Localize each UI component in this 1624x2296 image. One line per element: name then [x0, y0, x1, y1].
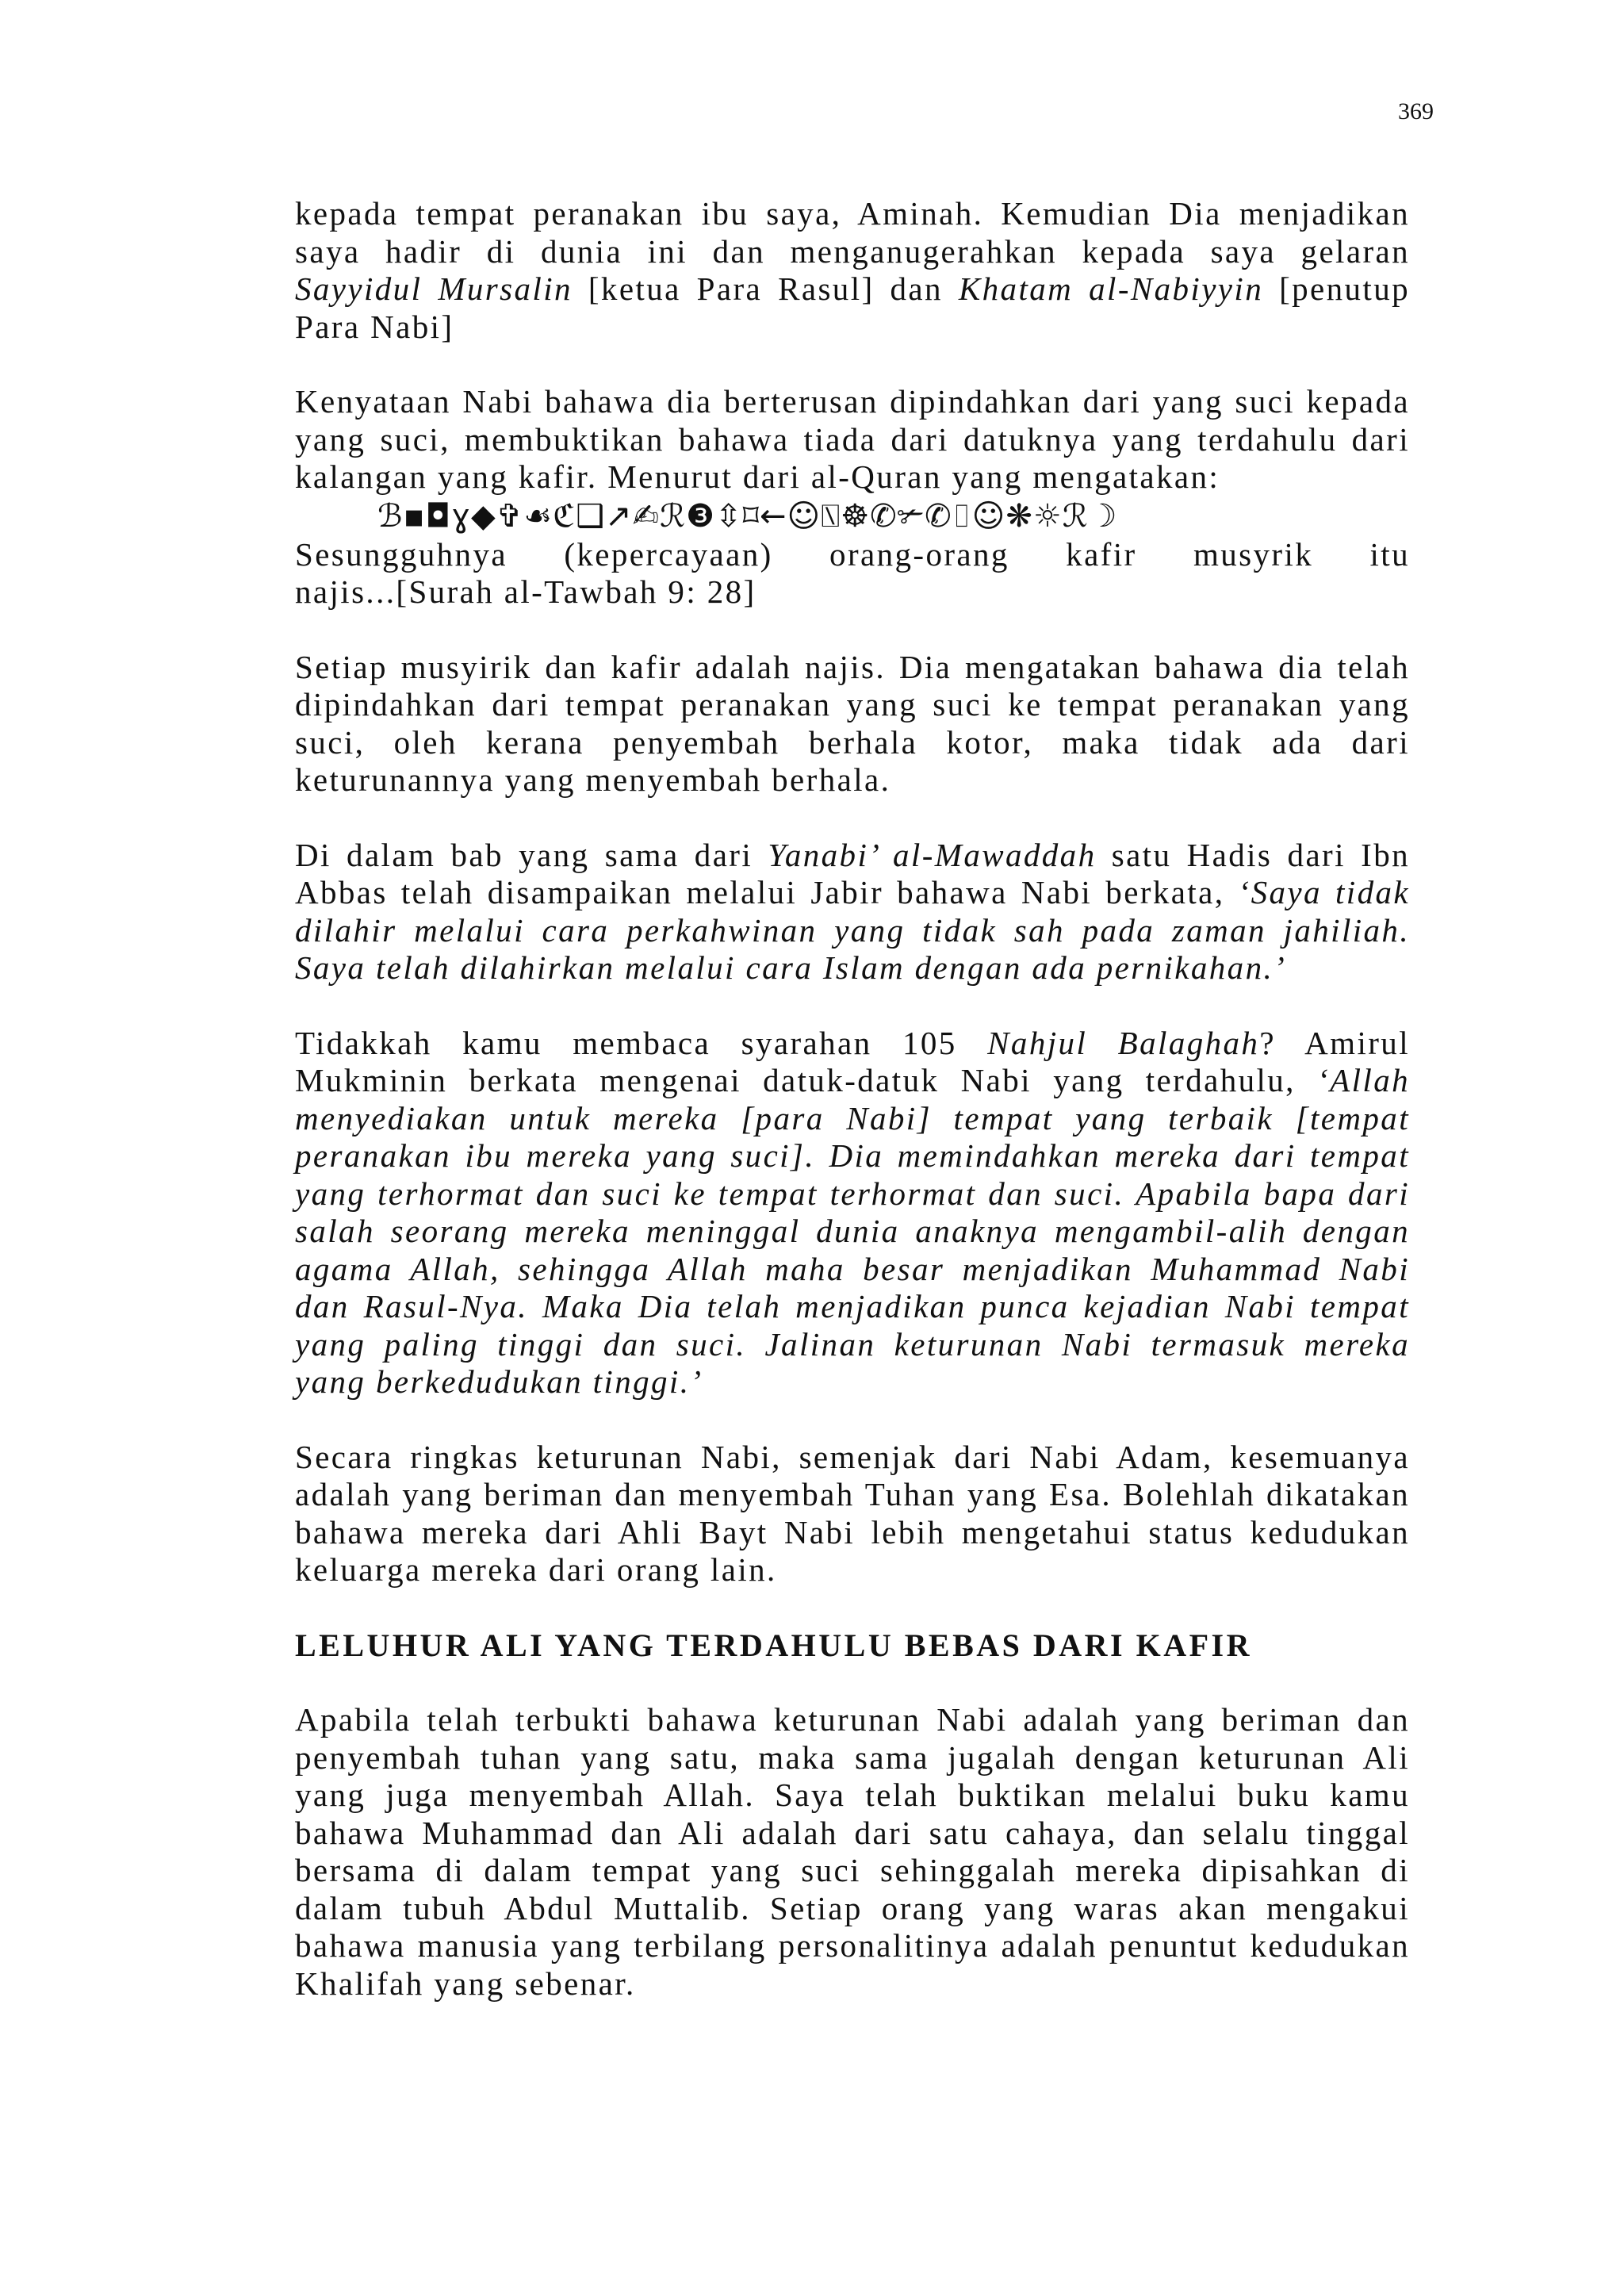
paragraph-1-text-a: kepada tempat peranakan ibu saya, Aminah. Kemudian Dia menjadikan saya hadir di dunia ini dan menganugerahkan kepada saya gelaran: [295, 195, 1410, 270]
quran-verse-translation: Sesungguhnya (kepercayaan) orang-orang kafir musyrik itu: [295, 535, 1410, 573]
paragraph-4-book-title: Yanabi’ al-Mawaddah: [768, 836, 1097, 873]
paragraph-5-book-title: Nahjul Balaghah: [987, 1024, 1260, 1061]
paragraph-4-hadith-quote: ‘Saya tidak dilahir melalui cara perkahwinan yang tidak sah pada zaman jahiliah. Saya telah dilahirkan melalui cara Islam dengan ada pernikahan.’: [295, 874, 1410, 986]
page-body: [295, 195, 1410, 2040]
paragraph-6: Secara ringkas keturunan Nabi, semenjak dari Nabi Adam, kesemuanya adalah yang beriman dan menyembah Tuhan yang Esa. Bolehlah dikatakan bahawa mereka dari Ahli Bayt Nabi lebih mengetahui status kedudukan keluarga mereka dari orang lain.: [295, 1438, 1410, 1588]
paragraph-1-italic-title-b: Khatam al-Nabiyyin: [958, 270, 1264, 307]
paragraph-1-text-c: [penutup Para Nabi]: [295, 270, 1411, 345]
paragraph-5-text-a: Tidakkah kamu membaca syarahan 105: [295, 1024, 988, 1061]
quran-verse-citation: najis...[Surah al-Tawbah 9: 28]: [295, 573, 756, 610]
section-heading: LELUHUR ALI YANG TERDAHULU BEBAS DARI KAFIR: [295, 1627, 1253, 1663]
paragraph-5: [295, 1025, 1410, 1401]
paragraph-3: Setiap musyirik dan kafir adalah najis. Dia mengatakan bahawa dia telah dipindahkan dari tempat peranakan yang suci ke tempat peranakan yang suci, oleh kerana penyembah berhala kotor, maka tidak ada dari keturunannya yang menyembah berhala.: [295, 648, 1410, 798]
paragraph-4: [295, 837, 1410, 987]
paragraph-2: [295, 383, 1410, 611]
quran-verse-glyphs: ℬ▪◘ɣ◆✞☙ℭ❑↗✍ℛ❸⇳⌑←☺⍂☸✆✃✆⌷☺❋☼ℛ☽: [377, 497, 1118, 535]
paragraph-5-quote: ‘Allah menyediakan untuk mereka [para Nabi] tempat yang terbaik [tempat peranakan ibu mereka yang suci]. Dia memindahkan mereka dari tempat yang terhormat dan suci ke tempat terhormat dan suci. Apabila bapa dari salah seorang mereka meninggal dunia anaknya mengambil-alih dengan agama Allah, sehingga Allah maha besar menjadikan Muhammad Nabi dan Rasul-Nya. Maka Dia telah menjadikan punca kejadian Nabi tempat yang paling tinggi dan suci. Jalinan keturunan Nabi termasuk mereka yang berkedudukan tinggi.’: [295, 1062, 1410, 1400]
paragraph-4-text-a: Di dalam bab yang sama dari: [295, 836, 768, 873]
paragraph-1: [295, 195, 1410, 346]
paragraph-5-text-b: ? Amirul Mukminin berkata mengenai datuk-datuk Nabi yang terdahulu,: [295, 1024, 1410, 1098]
page-number: 369: [1398, 98, 1434, 125]
paragraph-1-italic-title-a: Sayyidul Mursalin: [295, 270, 573, 307]
paragraph-4-text-b: satu Hadis dari Ibn Abbas telah disampaikan melalui Jabir bahawa Nabi berkata,: [295, 836, 1410, 910]
paragraph-2-text: Kenyataan Nabi bahawa dia berterusan dipindahkan dari yang suci kepada yang suci, membuktikan bahawa tiada dari datuknya yang terdahulu dari kalangan yang kafir. Menurut dari al-Quran yang mengatakan:: [295, 383, 1410, 495]
paragraph-7: Apabila telah terbukti bahawa keturunan Nabi adalah yang beriman dan penyembah tuhan yang satu, maka sama jugalah dengan keturunan Ali yang juga menyembah Allah. Saya telah buktikan melalui buku kamu bahawa Muhammad dan Ali adalah dari satu cahaya, dan selalu tinggal bersama di dalam tempat yang suci sehinggalah mereka dipisahkan di dalam tubuh Abdul Muttalib. Setiap orang yang waras akan mengakui bahawa manusia yang terbilang personalitinya adalah penuntut kedudukan Khalifah yang sebenar.: [295, 1701, 1410, 2002]
paragraph-1-text-b: [ketua Para Rasul] dan: [572, 270, 959, 307]
